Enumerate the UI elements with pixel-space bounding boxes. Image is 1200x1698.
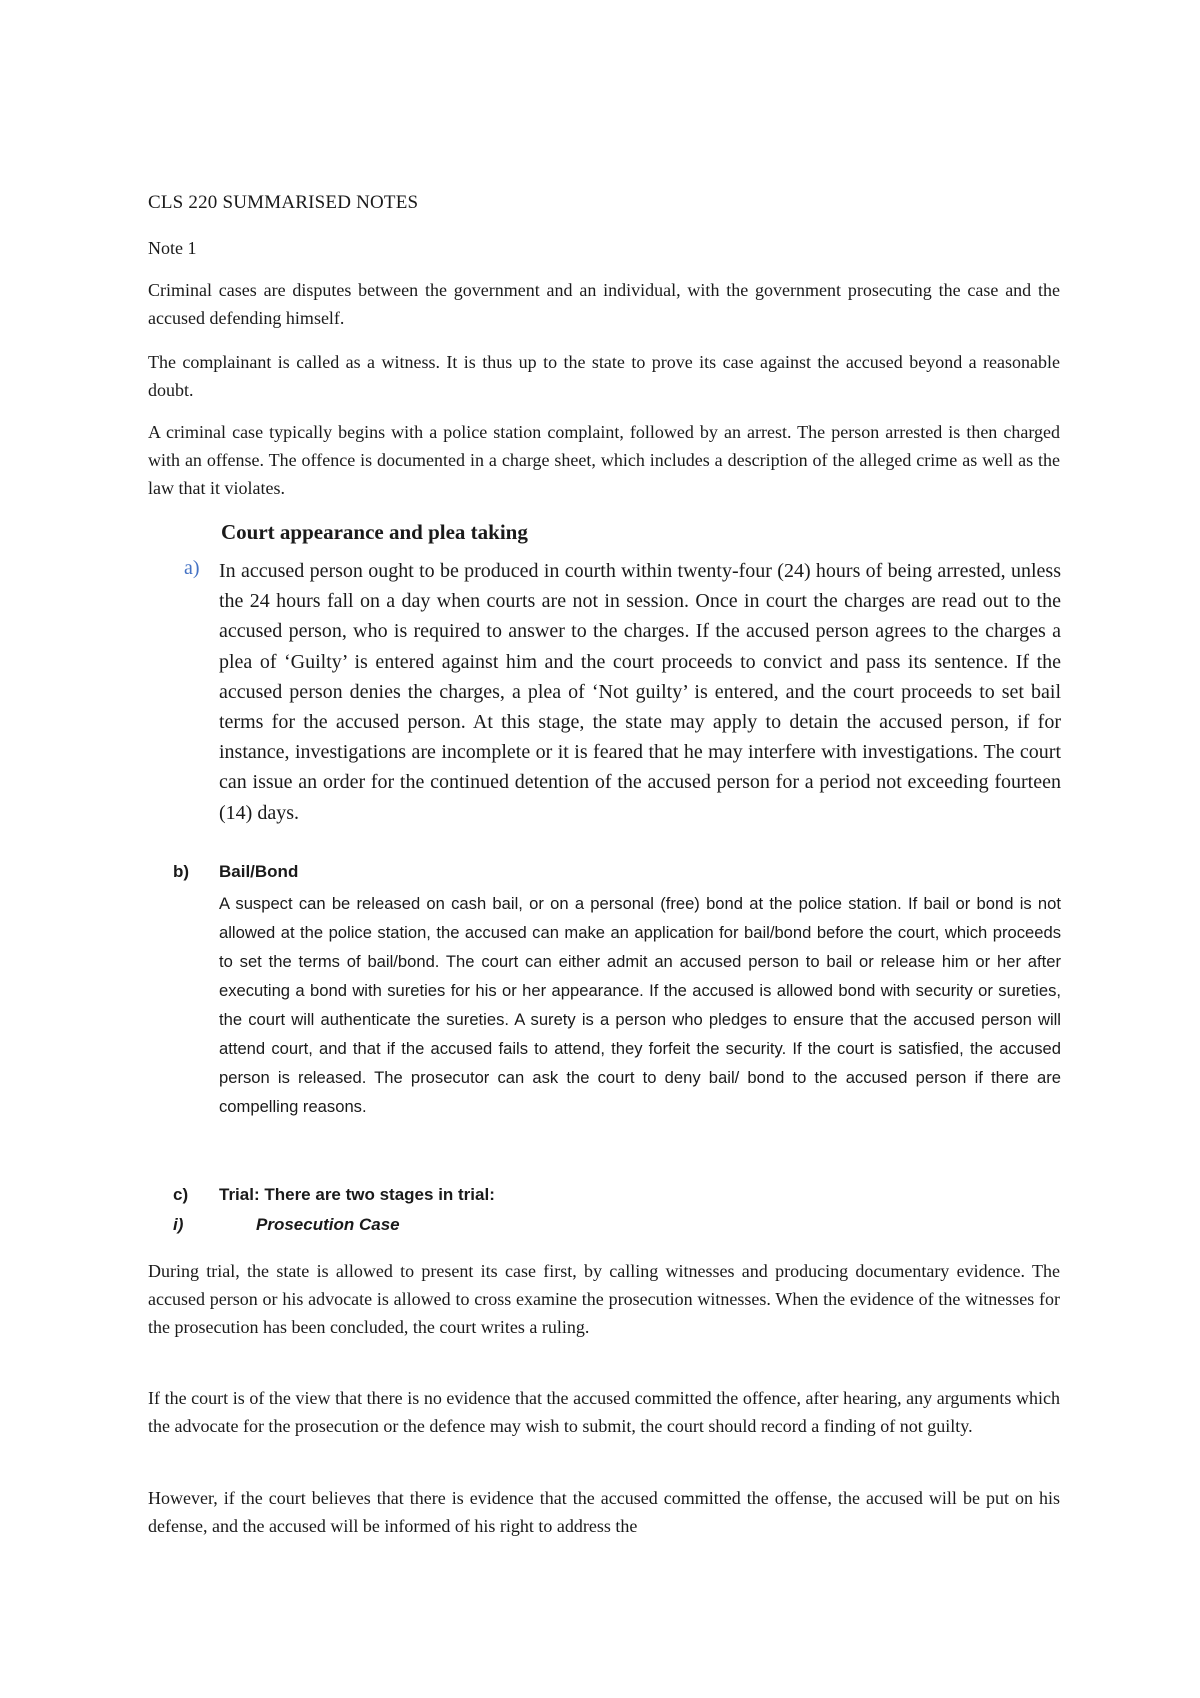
- list-item-a-text: In accused person ought to be produced in courth within twenty-four (24) hours of being arrested, unless the 24 hours fall on a day when courts are not in session. Once in court the charges are read out to the accused person, who is required to answer to the charges. If the accused person agrees to the charges a plea of ‘Guilty’ is entered against him and the court proceeds to convict and pass its sentence. If the accused person denies the charges, a plea of ‘Not guilty’ is entered, and the court proceeds to set bail terms for the accused person. At this stage, the state may apply to detain the accused person, if for instance, investigations are incomplete or it is feared that he may interfere with investigations. The court can issue an order for the continued detention of the accused person for a period not exceeding fourteen (14) days.: [219, 560, 1061, 824]
- list-item-b-heading: Bail/Bond: [219, 862, 299, 881]
- trial-paragraph-1: During trial, the state is allowed to present its case first, by calling witnesses and producing documentary evidence. The accused person or his advocate is allowed to cross examine the prosecution witnesses. When the evidence of the witnesses for the prosecution has been concluded, the court writes a ruling.: [148, 1261, 1060, 1337]
- intro-paragraph-3: A criminal case typically begins with a police station complaint, followed by an arrest. The person arrested is then charged with an offense. The offence is documented in a charge sheet, which includes a description of the alleged crime as well as the law that it violates.: [148, 422, 1060, 498]
- list-item-a-label: a): [184, 557, 200, 579]
- list-item-c-label: c): [173, 1185, 189, 1204]
- trial-paragraph-3: However, if the court believes that there is evidence that the accused committed the offense, the accused will be put on his defense, and the accused will be informed of his right to address the: [148, 1488, 1060, 1536]
- section-heading: Court appearance and plea taking: [221, 520, 528, 544]
- note-label: Note 1: [148, 238, 197, 258]
- intro-paragraph-1: Criminal cases are disputes between the government and an individual, with the government prosecuting the case and the accused defending himself.: [148, 280, 1060, 328]
- document-title: CLS 220 SUMMARISED NOTES: [148, 192, 419, 213]
- sub-item-i-label: i): [173, 1215, 184, 1234]
- trial-paragraph-2: If the court is of the view that there is no evidence that the accused committed the offence, after hearing, any arguments which the advocate for the prosecution or the defence may wish to submit, the court should record a finding of not guilty.: [148, 1388, 1060, 1436]
- list-item-c-heading: Trial: There are two stages in trial:: [219, 1185, 495, 1204]
- sub-item-i-heading: Prosecution Case: [256, 1215, 400, 1234]
- list-item-b-text: A suspect can be released on cash bail, or on a personal (free) bond at the police station. If bail or bond is not allowed at the police station, the accused can make an application for bail/bond before the court, which proceeds to set the terms of bail/bond. The court can either admit an accused person to bail or release him or her after executing a bond with sureties for his or her appearance. If the accused is allowed bond with security or sureties, the court will authenticate the sureties. A surety is a person who pledges to ensure that the accused person will attend court, and that if the accused fails to attend, they forfeit the security. If the court is satisfied, the accused person is released. The prosecutor can ask the court to deny bail/ bond to the accused person if there are compelling reasons.: [219, 894, 1061, 1116]
- intro-paragraph-2: The complainant is called as a witness. It is thus up to the state to prove its case against the accused beyond a reasonable doubt.: [148, 352, 1060, 400]
- list-item-b-label: b): [173, 862, 190, 881]
